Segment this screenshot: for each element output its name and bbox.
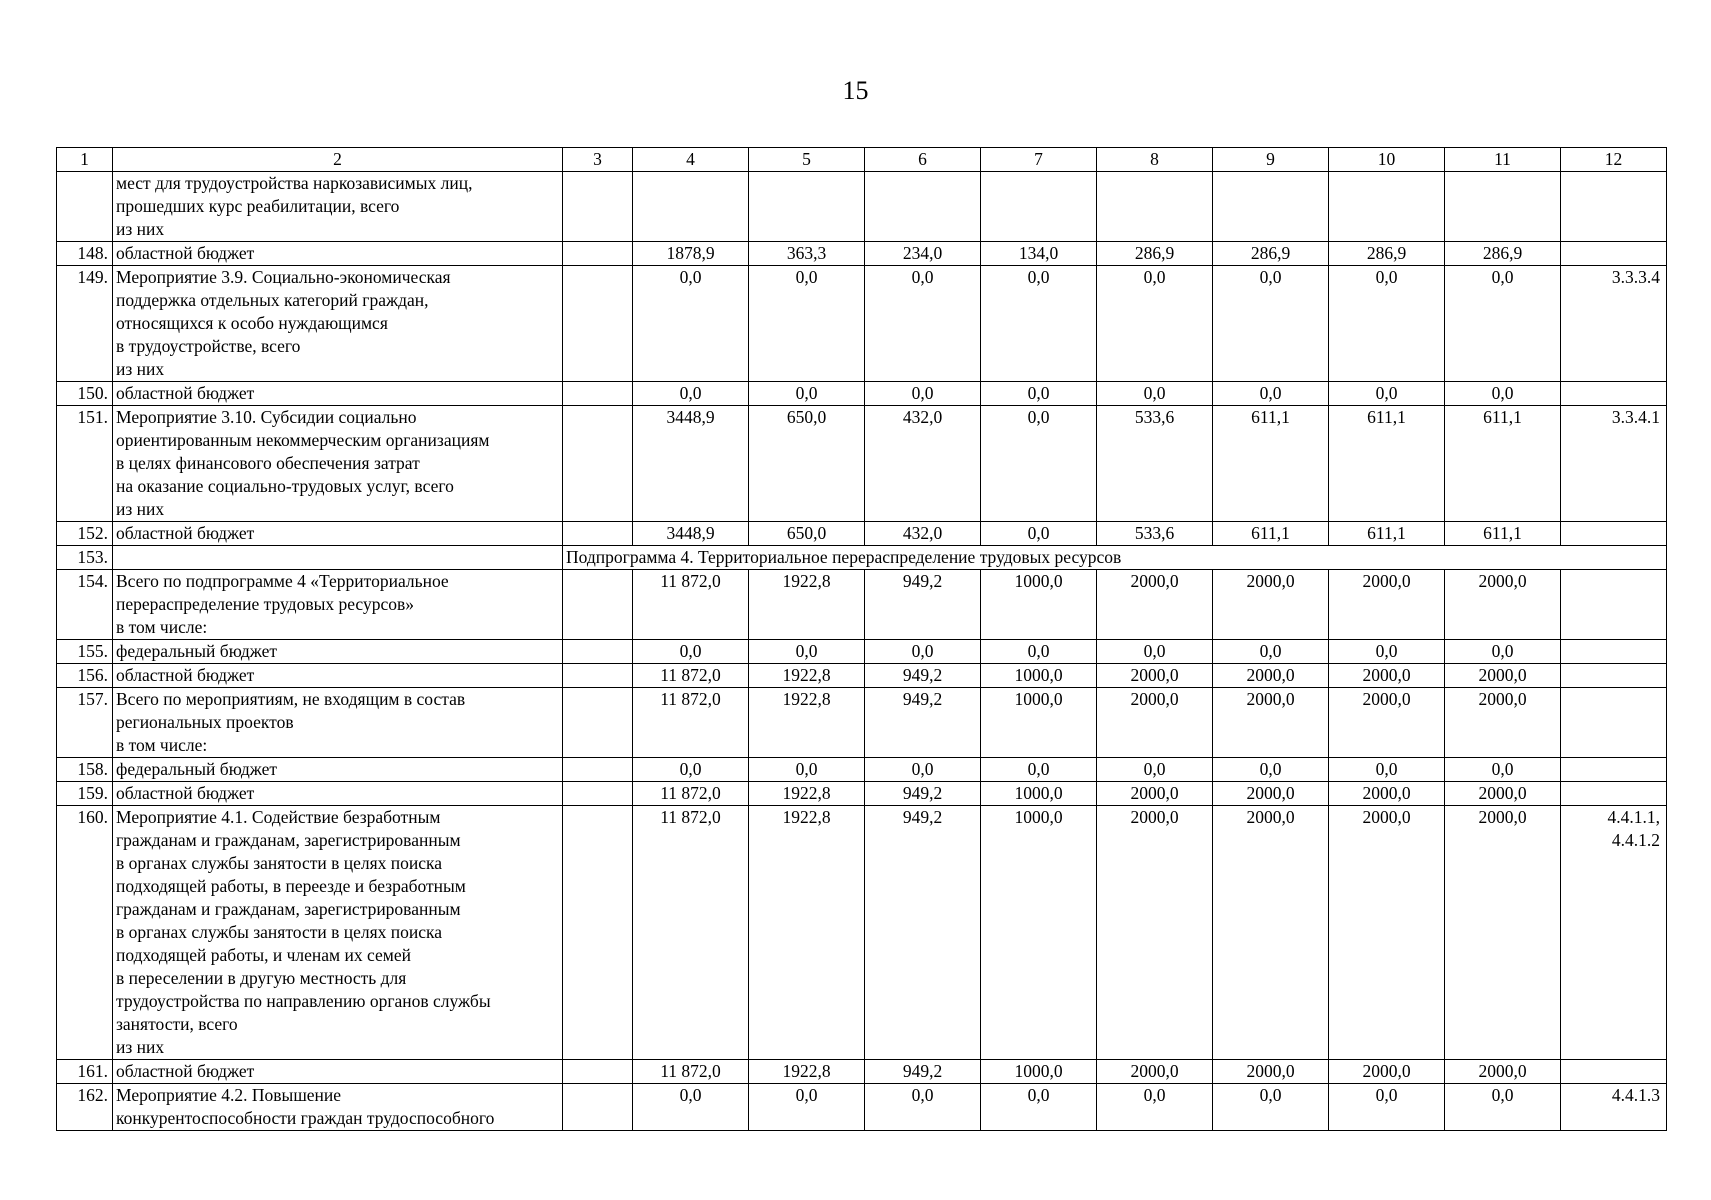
value-cell: 0,0 xyxy=(633,758,749,782)
reference-cell: 3.3.3.4 xyxy=(1561,266,1667,382)
value-cell: 533,6 xyxy=(1097,522,1213,546)
row-number: 149. xyxy=(57,266,113,382)
value-cell: 949,2 xyxy=(865,782,981,806)
column-3-cell xyxy=(563,758,633,782)
reference-cell xyxy=(1561,522,1667,546)
table-row xyxy=(57,758,1667,782)
budget-table xyxy=(56,147,1667,1131)
column-3-cell xyxy=(563,664,633,688)
value-cell: 286,9 xyxy=(1445,242,1561,266)
value-cell: 11 872,0 xyxy=(633,1060,749,1084)
value-cell: 363,3 xyxy=(749,242,865,266)
value-cell: 0,0 xyxy=(981,382,1097,406)
value-cell: 2000,0 xyxy=(1445,806,1561,1060)
reference-cell xyxy=(1561,688,1667,758)
value-cell: 611,1 xyxy=(1213,406,1329,522)
column-header: 5 xyxy=(749,148,865,172)
reference-cell: 3.3.4.1 xyxy=(1561,406,1667,522)
value-cell: 0,0 xyxy=(1213,382,1329,406)
value-cell: 949,2 xyxy=(865,570,981,640)
column-3-cell xyxy=(563,406,633,522)
value-cell: 1922,8 xyxy=(749,1060,865,1084)
row-number: 158. xyxy=(57,758,113,782)
table-row xyxy=(57,664,1667,688)
table-row xyxy=(57,522,1667,546)
value-cell: 134,0 xyxy=(981,242,1097,266)
value-cell: 0,0 xyxy=(749,1084,865,1131)
value-cell: 2000,0 xyxy=(1213,664,1329,688)
value-cell: 2000,0 xyxy=(1097,570,1213,640)
value-cell: 2000,0 xyxy=(1213,1060,1329,1084)
value-cell xyxy=(1329,172,1445,242)
reference-cell: 4.4.1.3 xyxy=(1561,1084,1667,1131)
row-name: федеральный бюджет xyxy=(113,758,563,782)
value-cell: 949,2 xyxy=(865,806,981,1060)
value-cell: 1000,0 xyxy=(981,570,1097,640)
value-cell: 611,1 xyxy=(1213,522,1329,546)
value-cell: 2000,0 xyxy=(1329,806,1445,1060)
row-number: 157. xyxy=(57,688,113,758)
value-cell: 0,0 xyxy=(1097,382,1213,406)
value-cell: 432,0 xyxy=(865,522,981,546)
row-name: областной бюджет xyxy=(113,382,563,406)
value-cell: 949,2 xyxy=(865,664,981,688)
row-name: областной бюджет xyxy=(113,782,563,806)
value-cell: 0,0 xyxy=(981,640,1097,664)
value-cell: 2000,0 xyxy=(1329,1060,1445,1084)
value-cell: 2000,0 xyxy=(1213,782,1329,806)
value-cell: 0,0 xyxy=(981,758,1097,782)
row-number: 160. xyxy=(57,806,113,1060)
value-cell: 0,0 xyxy=(981,406,1097,522)
reference-cell xyxy=(1561,758,1667,782)
value-cell: 11 872,0 xyxy=(633,806,749,1060)
column-header-row xyxy=(57,148,1667,172)
value-cell: 611,1 xyxy=(1445,406,1561,522)
value-cell: 3448,9 xyxy=(633,522,749,546)
column-header: 9 xyxy=(1213,148,1329,172)
value-cell: 0,0 xyxy=(1097,1084,1213,1131)
page-number: 15 xyxy=(842,76,869,105)
column-header: 11 xyxy=(1445,148,1561,172)
value-cell: 0,0 xyxy=(633,1084,749,1131)
value-cell: 611,1 xyxy=(1445,522,1561,546)
value-cell: 2000,0 xyxy=(1445,570,1561,640)
subprogram-title: Подпрограмма 4. Территориальное перераспределение трудовых ресурсов xyxy=(563,546,1667,570)
value-cell: 2000,0 xyxy=(1445,782,1561,806)
value-cell: 2000,0 xyxy=(1097,806,1213,1060)
value-cell: 0,0 xyxy=(633,382,749,406)
value-cell: 650,0 xyxy=(749,406,865,522)
column-header: 1 xyxy=(57,148,113,172)
value-cell: 0,0 xyxy=(633,640,749,664)
value-cell: 2000,0 xyxy=(1329,688,1445,758)
reference-cell xyxy=(1561,640,1667,664)
value-cell: 2000,0 xyxy=(1213,570,1329,640)
column-3-cell xyxy=(563,242,633,266)
value-cell: 1922,8 xyxy=(749,570,865,640)
column-header: 12 xyxy=(1561,148,1667,172)
table-row xyxy=(57,546,1667,570)
row-number: 155. xyxy=(57,640,113,664)
column-3-cell xyxy=(563,266,633,382)
value-cell: 1878,9 xyxy=(633,242,749,266)
row-number: 159. xyxy=(57,782,113,806)
column-3-cell xyxy=(563,172,633,242)
value-cell xyxy=(749,172,865,242)
value-cell: 0,0 xyxy=(1445,266,1561,382)
table-row xyxy=(57,806,1667,1060)
value-cell: 2000,0 xyxy=(1213,688,1329,758)
column-header: 3 xyxy=(563,148,633,172)
value-cell: 2000,0 xyxy=(1445,688,1561,758)
value-cell: 1000,0 xyxy=(981,1060,1097,1084)
value-cell: 432,0 xyxy=(865,406,981,522)
value-cell: 0,0 xyxy=(1097,640,1213,664)
value-cell: 949,2 xyxy=(865,688,981,758)
table-row xyxy=(57,640,1667,664)
table-row xyxy=(57,172,1667,242)
value-cell: 0,0 xyxy=(865,266,981,382)
table-row xyxy=(57,1060,1667,1084)
table-row xyxy=(57,242,1667,266)
value-cell: 0,0 xyxy=(1445,382,1561,406)
table-row xyxy=(57,406,1667,522)
row-name: Мероприятие 4.2. Повышение конкурентоспособности граждан трудоспособного xyxy=(113,1084,563,1131)
reference-cell xyxy=(1561,242,1667,266)
value-cell: 1000,0 xyxy=(981,688,1097,758)
value-cell: 0,0 xyxy=(865,382,981,406)
column-3-cell xyxy=(563,1060,633,1084)
column-3-cell xyxy=(563,688,633,758)
value-cell: 2000,0 xyxy=(1097,782,1213,806)
value-cell: 286,9 xyxy=(1213,242,1329,266)
reference-cell xyxy=(1561,782,1667,806)
value-cell: 0,0 xyxy=(1329,382,1445,406)
value-cell: 2000,0 xyxy=(1097,1060,1213,1084)
value-cell: 0,0 xyxy=(981,1084,1097,1131)
value-cell: 234,0 xyxy=(865,242,981,266)
value-cell: 11 872,0 xyxy=(633,782,749,806)
value-cell xyxy=(981,172,1097,242)
row-name: областной бюджет xyxy=(113,242,563,266)
value-cell xyxy=(1213,172,1329,242)
value-cell: 0,0 xyxy=(1329,266,1445,382)
value-cell: 0,0 xyxy=(749,382,865,406)
value-cell: 650,0 xyxy=(749,522,865,546)
row-number: 148. xyxy=(57,242,113,266)
table-row xyxy=(57,782,1667,806)
value-cell: 286,9 xyxy=(1097,242,1213,266)
value-cell: 0,0 xyxy=(865,758,981,782)
value-cell: 949,2 xyxy=(865,1060,981,1084)
value-cell xyxy=(1097,172,1213,242)
column-header: 8 xyxy=(1097,148,1213,172)
reference-cell xyxy=(1561,664,1667,688)
table-row xyxy=(57,1084,1667,1131)
reference-cell xyxy=(1561,1060,1667,1084)
value-cell: 0,0 xyxy=(749,266,865,382)
table-row xyxy=(57,266,1667,382)
row-number: 152. xyxy=(57,522,113,546)
reference-cell xyxy=(1561,382,1667,406)
value-cell: 2000,0 xyxy=(1329,782,1445,806)
row-name: Всего по мероприятиям, не входящим в состав региональных проектов в том числе: xyxy=(113,688,563,758)
value-cell xyxy=(1445,172,1561,242)
value-cell: 0,0 xyxy=(1213,640,1329,664)
value-cell: 0,0 xyxy=(981,522,1097,546)
column-header: 10 xyxy=(1329,148,1445,172)
value-cell: 2000,0 xyxy=(1329,664,1445,688)
value-cell: 1922,8 xyxy=(749,688,865,758)
row-name: Мероприятие 3.10. Субсидии социально ориентированным некоммерческим организациям в целях финансового обеспечения затрат на оказание социально-трудовых услуг, всего из них xyxy=(113,406,563,522)
value-cell: 611,1 xyxy=(1329,406,1445,522)
value-cell: 533,6 xyxy=(1097,406,1213,522)
value-cell: 0,0 xyxy=(1329,1084,1445,1131)
column-3-cell xyxy=(563,382,633,406)
value-cell: 0,0 xyxy=(1329,758,1445,782)
row-name: областной бюджет xyxy=(113,1060,563,1084)
value-cell: 2000,0 xyxy=(1445,664,1561,688)
value-cell: 0,0 xyxy=(1445,1084,1561,1131)
column-3-cell xyxy=(563,522,633,546)
value-cell: 0,0 xyxy=(1213,1084,1329,1131)
row-number: 150. xyxy=(57,382,113,406)
value-cell: 11 872,0 xyxy=(633,570,749,640)
value-cell: 2000,0 xyxy=(1097,688,1213,758)
column-header: 2 xyxy=(113,148,563,172)
value-cell: 2000,0 xyxy=(1445,1060,1561,1084)
value-cell: 2000,0 xyxy=(1213,806,1329,1060)
column-3-cell xyxy=(563,806,633,1060)
value-cell: 1922,8 xyxy=(749,782,865,806)
row-number: 156. xyxy=(57,664,113,688)
row-name: областной бюджет xyxy=(113,664,563,688)
empty-cell xyxy=(113,546,563,570)
row-name: федеральный бюджет xyxy=(113,640,563,664)
column-3-cell xyxy=(563,640,633,664)
value-cell: 11 872,0 xyxy=(633,664,749,688)
value-cell: 0,0 xyxy=(749,640,865,664)
value-cell: 611,1 xyxy=(1329,522,1445,546)
column-header: 6 xyxy=(865,148,981,172)
column-header: 7 xyxy=(981,148,1097,172)
column-3-cell xyxy=(563,782,633,806)
value-cell: 0,0 xyxy=(865,640,981,664)
row-name: Всего по подпрограмме 4 «Территориальное перераспределение трудовых ресурсов» в том числе: xyxy=(113,570,563,640)
table-row xyxy=(57,570,1667,640)
value-cell: 0,0 xyxy=(1329,640,1445,664)
value-cell: 0,0 xyxy=(1097,266,1213,382)
row-number: 154. xyxy=(57,570,113,640)
value-cell: 1922,8 xyxy=(749,806,865,1060)
table-row xyxy=(57,382,1667,406)
value-cell: 0,0 xyxy=(1445,758,1561,782)
value-cell: 1000,0 xyxy=(981,806,1097,1060)
value-cell: 0,0 xyxy=(981,266,1097,382)
row-name: Мероприятие 3.9. Социально-экономическая поддержка отдельных категорий граждан, относящихся к особо нуждающимся в трудоустройстве, всего из них xyxy=(113,266,563,382)
row-number: 161. xyxy=(57,1060,113,1084)
reference-cell xyxy=(1561,172,1667,242)
value-cell: 1000,0 xyxy=(981,664,1097,688)
row-number xyxy=(57,172,113,242)
value-cell: 0,0 xyxy=(1445,640,1561,664)
value-cell: 0,0 xyxy=(865,1084,981,1131)
column-3-cell xyxy=(563,1084,633,1131)
value-cell: 0,0 xyxy=(1213,758,1329,782)
value-cell: 0,0 xyxy=(749,758,865,782)
row-number: 151. xyxy=(57,406,113,522)
value-cell xyxy=(633,172,749,242)
row-number: 153. xyxy=(57,546,113,570)
value-cell: 1922,8 xyxy=(749,664,865,688)
value-cell: 1000,0 xyxy=(981,782,1097,806)
value-cell xyxy=(865,172,981,242)
value-cell: 0,0 xyxy=(1213,266,1329,382)
value-cell: 3448,9 xyxy=(633,406,749,522)
column-3-cell xyxy=(563,570,633,640)
reference-cell: 4.4.1.1, 4.4.1.2 xyxy=(1561,806,1667,1060)
value-cell: 0,0 xyxy=(633,266,749,382)
row-number: 162. xyxy=(57,1084,113,1131)
row-name: мест для трудоустройства наркозависимых лиц, прошедших курс реабилитации, всего из них xyxy=(113,172,563,242)
table-row xyxy=(57,688,1667,758)
value-cell: 0,0 xyxy=(1097,758,1213,782)
reference-cell xyxy=(1561,570,1667,640)
value-cell: 11 872,0 xyxy=(633,688,749,758)
row-name: областной бюджет xyxy=(113,522,563,546)
column-header: 4 xyxy=(633,148,749,172)
row-name: Мероприятие 4.1. Содействие безработным гражданам и гражданам, зарегистрированным в органах службы занятости в целях поиска подходящей работы, в переезде и безработным гражданам и гражданам, зарегистрированным в органах службы занятости в целях поиска подходящей работы, и членам их семей в переселении в другую местность для трудоустройства по направлению органов службы занятости, всего из них xyxy=(113,806,563,1060)
value-cell: 2000,0 xyxy=(1097,664,1213,688)
value-cell: 2000,0 xyxy=(1329,570,1445,640)
value-cell: 286,9 xyxy=(1329,242,1445,266)
